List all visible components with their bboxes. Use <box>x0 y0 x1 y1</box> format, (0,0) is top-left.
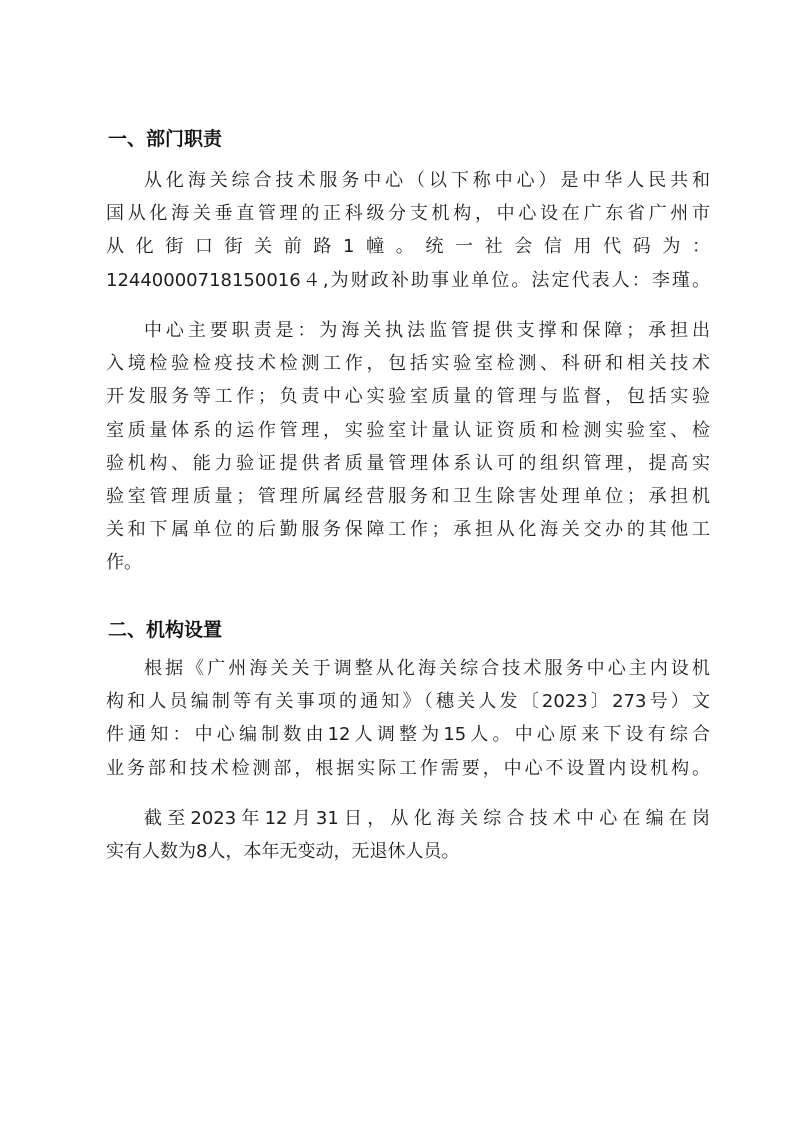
paragraph-organization-notice <box>106 652 710 785</box>
text-line: 验室管理质量；管理所属经营服务和卫生除害处理单位；承担机 <box>106 486 710 508</box>
text-line: 构和人员编制等有关事项的通知》（穗关人发〔2023〕273号）文 <box>106 691 710 713</box>
text-line: 截至2023年12月31日，从化海关综合技术中心在编在岗 <box>144 808 710 829</box>
paragraph-main-duties <box>106 314 710 580</box>
text-line: 入境检验检疫技术检测工作，包括实验室检测、科研和相关技术 <box>106 353 710 375</box>
text-line: 作。 <box>106 552 142 574</box>
text-line: 件通知：中心编制数由12人调整为15人。中心原来下设有综合 <box>106 724 710 746</box>
section-heading-duties: 一、部门职责 <box>108 128 223 150</box>
section-heading-organization: 二、机构设置 <box>108 619 223 641</box>
text-line: 开发服务等工作；负责中心实验室质量的管理与监督，包括实验 <box>106 386 710 408</box>
text-line: 从化海关综合技术服务中心（以下称中心）是中华人民共和 <box>144 170 710 191</box>
text-line: 从化街口街关前路1幢。统一社会信用代码为： <box>106 236 710 258</box>
text-line: 实有人数为8人，本年无变动，无退休人员。 <box>106 841 460 863</box>
text-line: 关和下属单位的后勤服务保障工作；承担从化海关交办的其他工 <box>106 519 710 541</box>
text-line: 国从化海关垂直管理的正科级分支机构，中心设在广东省广州市 <box>106 203 710 225</box>
paragraph-staff-count <box>106 802 710 868</box>
text-line: 根据《广州海关关于调整从化海关综合技术服务中心主内设机 <box>144 658 710 679</box>
text-line: 验机构、能力验证提供者质量管理体系认可的组织管理，提高实 <box>106 452 710 474</box>
paragraph-center-intro <box>106 164 710 297</box>
text-line: 中心主要职责是：为海关执法监管提供支撑和保障；承担出 <box>144 320 710 341</box>
text-line: 室质量体系的运作管理，实验室计量认证资质和检测实验室、检 <box>106 419 710 441</box>
text-line: 12440000718150016４,为财政补助事业单位。法定代表人：李瑾。 <box>106 269 710 291</box>
text-line: 业务部和技术检测部，根据实际工作需要，中心不设置内设机构。 <box>106 757 710 779</box>
